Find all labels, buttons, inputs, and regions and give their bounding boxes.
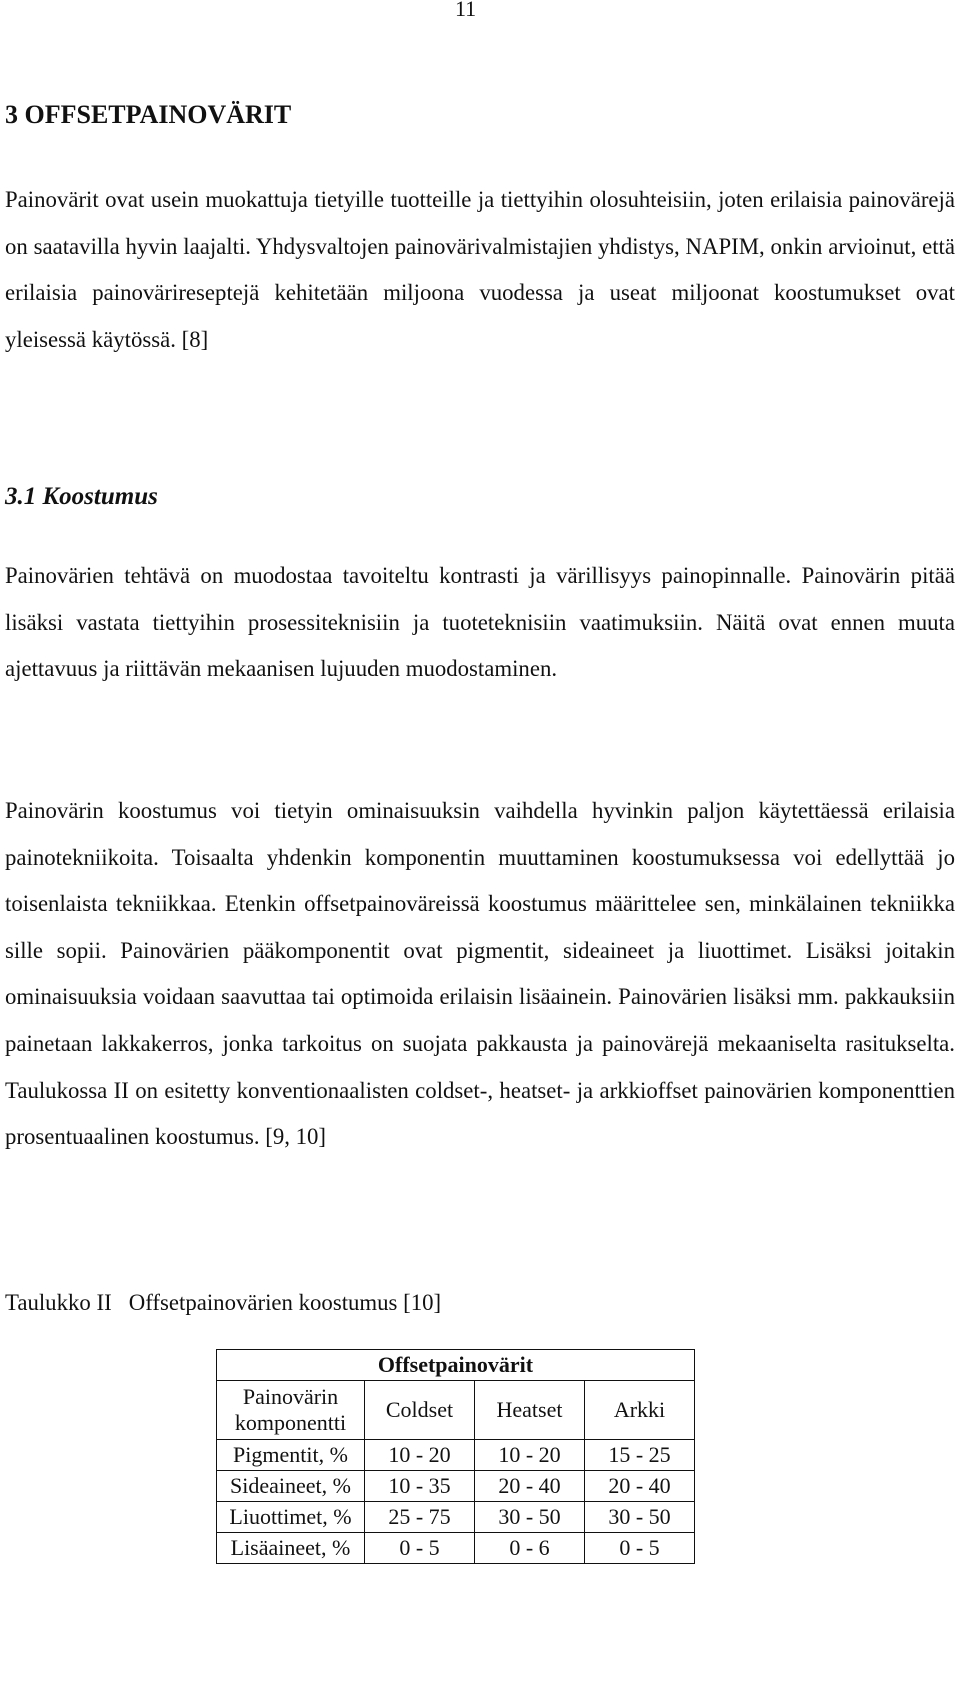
column-header-component xyxy=(217,1381,365,1440)
column-header-coldset: Coldset xyxy=(365,1381,475,1440)
cell-heatset: 10 - 20 xyxy=(475,1440,585,1471)
column-header-arkki: Arkki xyxy=(585,1381,695,1440)
composition-paragraph-2: Painovärin koostumus voi tietyin ominaisuuksin vaihdella hyvinkin paljon käytettäessä erilaisia painotekniikoita. Toisaalta yhdenkin komponentin muuttaminen koostumuksessa voi edellyttää jo toisenlaista tekniikkaa. Etenkin offsetpainoväreissä koostumus määrittelee sen, minkälainen tekniikka sille sopii. Painovärien pääkomponentit ovat pigmentit, sideaineet ja liuottimet. Lisäksi joitakin ominaisuuksia voidaan saavuttaa tai optimoida erilaisin lisäainein. Painovärien lisäksi mm. pakkauksiin painetaan lakkakerros, jonka tarkoitus on suojata pakkausta ja painovärejä mekaaniselta rasitukselta. Taulukossa II on esitetty konventionaalisten coldset-, heatset- ja arkkioffset painovärien komponenttien prosentuaalinen koostumus. [9, 10] xyxy=(5,798,955,1150)
cell-coldset: 0 - 5 xyxy=(365,1533,475,1564)
table-title: Offsetpainovärit xyxy=(217,1350,695,1381)
column-header-heatset: Heatset xyxy=(475,1381,585,1440)
section-heading: 3 OFFSETPAINOVÄRIT xyxy=(5,100,292,129)
cell-arkki: 15 - 25 xyxy=(585,1440,695,1471)
table-title-row xyxy=(217,1350,695,1381)
cell-coldset: 10 - 35 xyxy=(365,1471,475,1502)
table-row xyxy=(217,1533,695,1564)
cell-arkki: 20 - 40 xyxy=(585,1471,695,1502)
cell-arkki: 0 - 5 xyxy=(585,1533,695,1564)
composition-table xyxy=(216,1349,695,1564)
column-header-component-line2: komponentti xyxy=(234,1410,347,1435)
subsection-heading: 3.1 Koostumus xyxy=(5,483,158,510)
row-label: Lisäaineet, % xyxy=(217,1533,365,1564)
cell-heatset: 30 - 50 xyxy=(475,1502,585,1533)
cell-arkki: 30 - 50 xyxy=(585,1502,695,1533)
row-label: Pigmentit, % xyxy=(217,1440,365,1471)
cell-coldset: 25 - 75 xyxy=(365,1502,475,1533)
row-label: Liuottimet, % xyxy=(217,1502,365,1533)
composition-paragraph-1: Painovärien tehtävä on muodostaa tavoiteltu kontrasti ja värillisyys painopinnalle. Painovärin pitää lisäksi vastata tiettyihin prosessiteknisiin ja tuoteteknisiin vaatimuksiin. Näitä ovat ennen muuta ajettavuus ja riittävän mekaanisen lujuuden muodostaminen. xyxy=(5,563,955,682)
table-caption: Taulukko II Offsetpainovärien koostumus [10] xyxy=(5,1290,442,1315)
column-header-component-line1: Painovärin xyxy=(242,1384,339,1409)
cell-heatset: 0 - 6 xyxy=(475,1533,585,1564)
page-number: 11 xyxy=(455,0,477,21)
cell-coldset: 10 - 20 xyxy=(365,1440,475,1471)
row-label: Sideaineet, % xyxy=(217,1471,365,1502)
table-header-row xyxy=(217,1381,695,1440)
table-row xyxy=(217,1471,695,1502)
table-row xyxy=(217,1440,695,1471)
cell-heatset: 20 - 40 xyxy=(475,1471,585,1502)
intro-paragraph: Painovärit ovat usein muokattuja tietyille tuotteille ja tiettyihin olosuhteisiin, joten erilaisia painovärejä on saatavilla hyvin laajalti. Yhdysvaltojen painovärivalmistajien yhdistys, NAPIM, onkin arvioinut, että erilaisia painovärireseptejä kehitetään miljoona vuodessa ja useat miljoonat koostumukset ovat yleisessä käytössä. [8] xyxy=(5,187,955,352)
table-row xyxy=(217,1502,695,1533)
